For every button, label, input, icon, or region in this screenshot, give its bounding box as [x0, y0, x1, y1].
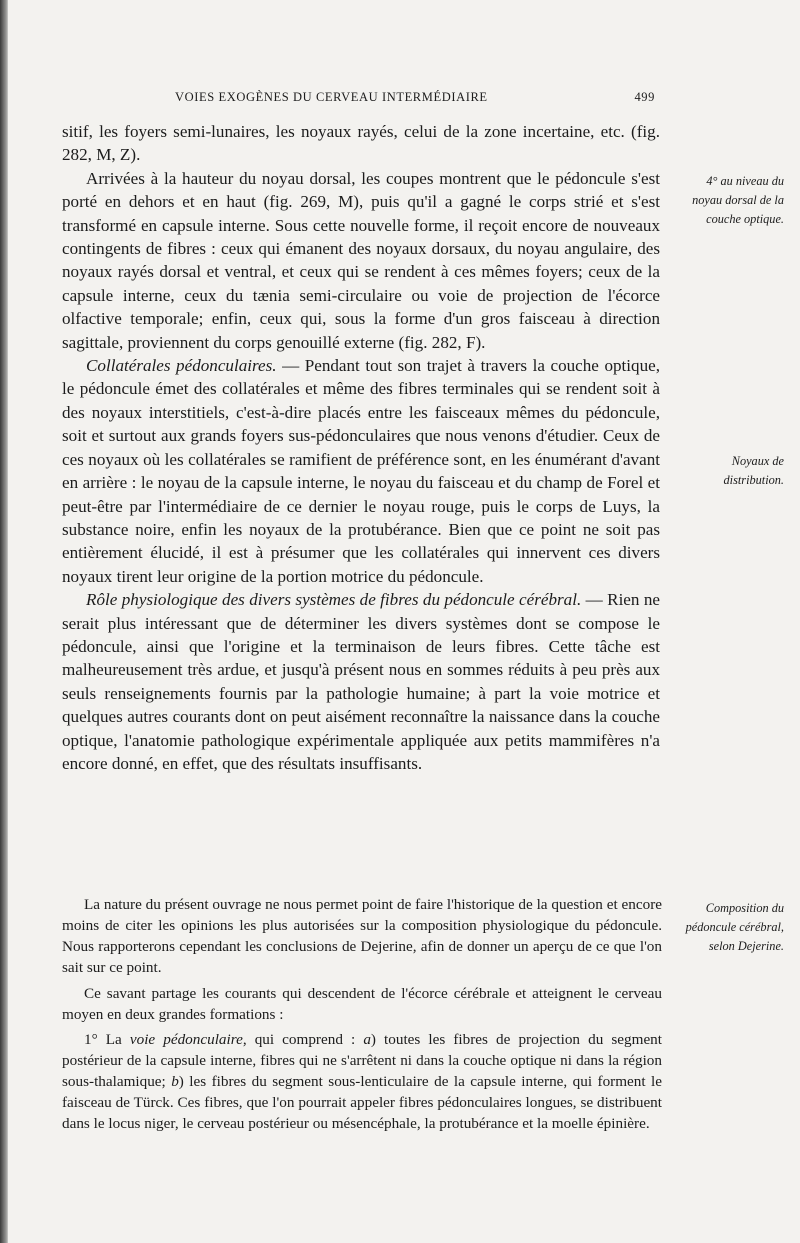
- paragraph-collaterales-body: — Pendant tout son trajet à travers la couche optique, le pédoncule émet des collatérales et même des fibres terminales qui se rendent soit à des noyaux interstitiels, c'est-à-dire placés entre les faisceaux mêmes du pédoncule, soit et surtout aux grands foyers sus-pédonculaires que nous venons d'étudier. Ceux de ces noyaux où les collatérales se ramifient de préférence sont, en les énumérant d'avant en arrière : le noyau de la capsule interne, le noyau du faisceau et du champ de Forel et peut-être par l'intermédiaire de ce dernier le noyau rouge, puis le corps de Luys, la substance noire, enfin les noyaux de la protubérance. Bien que ce point ne soit pas entièrement élucidé, il est à présumer que les collatérales qui innervent ces divers noyaux tirent leur origine de la portion motrice du pédoncule.: [62, 356, 660, 586]
- small-paragraph-nature: La nature du présent ouvrage ne nous permet point de faire l'historique de la question et encore moins de citer les opinions les plus autorisées sur la composition physiologique du pédoncule. Nous rapporterons cependant les conclusions de Dejerine, afin de donner un aperçu de ce que l'on sait sur ce point.: [62, 896, 662, 976]
- page-number: 499: [634, 90, 655, 104]
- term-voie-pedonculaire: voie pédonculaire: [129, 1031, 243, 1049]
- running-title: VOIES EXOGÈNES DU CERVEAU INTERMÉDIAIRE: [175, 90, 488, 104]
- paragraph-noyau-dorsal: Arrivées à la hauteur du noyau dorsal, les coupes montrent que le pédoncule s'est porté en dehors et en haut (fig. 269, M), puis qu'il a gagné le corps strié et s'est transformé en capsule interne. Sous cette nouvelle forme, il reçoit encore de nouveaux contingents de fibres : ceux qui émanent des noyaux dorsaux, du noyau angulaire, des noyaux rayés dorsal et ventral, et ceux qui se rendent à ces mêmes foyers; ceux de la capsule interne, ceux du tænia semi-circulaire ou voie de projection de l'écorce olfactive temporale; enfin, ceux qui, sous la forme d'un gros faisceau à direction sagittale, proviennent du corps genouillé externe (fig. 282, F).: [62, 168, 660, 352]
- small-paragraph-savant: Ce savant partage les courants qui descendent de l'écorce cérébrale et atteignent le cerveau moyen en deux grandes formations :: [62, 984, 662, 1023]
- main-text: [62, 120, 660, 775]
- list-marker: 1° La: [84, 1031, 130, 1049]
- paragraph-role-physiologique: [62, 588, 660, 775]
- section-title-role: Rôle physiologique des divers systèmes de fibres du pédoncule cérébral.: [86, 590, 582, 610]
- margin-note-noyaux-distribution: Noyaux de distribution.: [723, 454, 784, 487]
- paragraph-continuation: sitif, les foyers semi-lunaires, les noyaux rayés, celui de la zone incertaine, etc. (fig. 282, M, Z).: [62, 122, 660, 165]
- section-title-collaterales: Collatérales pédonculaires.: [86, 356, 277, 376]
- text-fragment: ) les fibres du segment sous-lenticulaire de la capsule interne, qui forment le faisceau de Türck. Ces fibres, que l'on pourrait appeler fibres pédonculaires longues, se distribuent dans le locus niger, le cerveau postérieur ou mésencéphale, la protubérance et la moelle épinière.: [62, 1073, 662, 1133]
- text-fragment: , qui comprend :: [242, 1031, 364, 1049]
- small-paragraph-voie-pedonculaire: [62, 1030, 662, 1135]
- margin-note-noyau-dorsal: 4° au niveau du noyau dorsal de la couche optique.: [692, 174, 784, 226]
- item-b: b: [171, 1073, 179, 1091]
- text-fragment: ) toutes les fibres de projection du segment postérieur de la capsule interne, fibres qui ne s'arrêtent ni dans la couche optique ni dans la région sous-thalamique;: [62, 1031, 662, 1091]
- item-a: a: [363, 1031, 371, 1049]
- margin-note-composition: Composition du pédoncule cérébral, selon Dejerine.: [685, 901, 784, 953]
- small-print-section: [62, 895, 662, 1135]
- paragraph-collaterales: [62, 354, 660, 588]
- paragraph-role-body: — Rien ne serait plus intéressant que de déterminer les divers systèmes dont se compose le pédoncule, ainsi que l'origine et la terminaison de leurs fibres. Cette tâche est malheureusement très ardue, et jusqu'à présent nous en sommes réduits à peu près aux seuls renseignements fournis par la pathologie humaine; à part la voie motrice et quelques autres courants dont on peut aisément reconnaître la naissance dans la couche optique, l'anatomie pathologique expérimentale appliquée aux petits mammifères n'a encore donné, en effet, que des résultats insuffisants.: [62, 590, 660, 773]
